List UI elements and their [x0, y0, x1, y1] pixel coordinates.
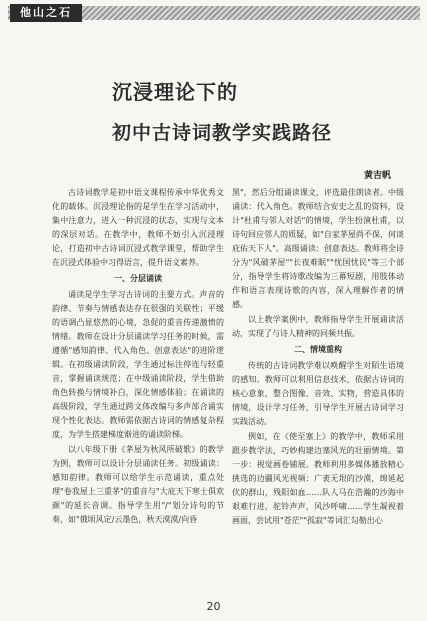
paragraph: 以上教学案例中，教师指导学生开展诵读活动，实现了与诗人精神的同频共振。: [232, 315, 404, 338]
paragraph: 传统的古诗词教学难以唤醒学生对陌生语境的感知。教师可以利用信息技术，依据古诗词的核心意象，整合图像、音效、实物，营造具体的情境，设计学习任务，引导学生开展古诗词学习实践活动。: [232, 361, 404, 426]
section-heading: 二、情境重构: [294, 345, 342, 354]
page-number: 20: [206, 600, 221, 613]
left-column: [52, 186, 224, 528]
article-title-line1: 沉浸理论下的: [112, 80, 238, 104]
article-title-line2: 初中古诗词教学实践路径: [112, 122, 333, 144]
author-name: 黄吉帆: [363, 171, 391, 181]
paragraph-continued: 黑"，然后分组诵读课文，评选最佳朗读者。中级诵读：代入角色。教师结合安史之乱的资料，设计"杜甫与邻人对话"的情境，学生扮演杜甫，以诗句回应邻人的质疑，如"自家茅屋尚不保，何谈庇佑天下人"。高级诵读：创意表达。教师将全诗分为"风破茅屋""长夜难眠""忧国忧民"等三个部分，指导学生将诗歌改编为三幕短剧，用肢体动作和语言表现诗歌的内容，深入理解作者的情感。: [232, 188, 404, 309]
section-heading: 一、分层诵读: [114, 274, 162, 283]
section-label: 他山之石: [10, 4, 82, 22]
paragraph: 诵读是学生学习古诗词的主要方式。声音的韵律、节奏与情感表达存在很强的关联性；平缓的语调凸显悠然的心境，急促的重音传递激愤的情绪。教师在设计分层诵读学习任务的时候，需遵循"感知韵律、代入角色、创意表达"的进阶逻辑。在初级诵读阶段，学生通过标注停连与轻重音，掌握诵读规范；在中级诵读阶段，学生借助角色转换与情境补白，深化情感体验；在诵读的高级阶段，学生通过跨文体改编与多声部合诵实现个性化表达。教师需依据古诗词的情感复杂程度，为学生搭建梯度渐进的诵读阶梯。: [52, 290, 224, 439]
paragraph: 以八年级下册《茅屋为秋风所破歌》的教学为例，教师可以设计分层诵读任务。初级诵读：感知韵律。教师可以给学生示范诵读，重点处理"卷我屋上三重茅"的重音与"大庇天下寒士俱欢颜"的延长音调。指导学生用"/"划分诗句的节奏，如"俄顷风定/云墨色，秋天漠漠/向昏: [52, 445, 224, 524]
paragraph: 古诗词教学是初中语文课程传承中华优秀文化的载体。沉浸理论指的是学生在学习活动中，集中注意力，进入一种沉浸的状态，实现与文本的深层对话。在教学中，教师不妨引入沉浸理论，打造初中古诗词沉浸式教学课堂，帮助学生在沉浸式体验中习得语言，提升语文素养。: [52, 188, 224, 267]
paragraph: 例如，在《使至塞上》的教学中，教师采用跟步教学法，巧妙构建边塞风光的壮丽情境。第一步：视觉画卷铺展。教师利用多媒体播放精心挑选的边疆风光视频：广袤无垠的沙漠，绵延起伏的群山，残阳如血……队人马在浩瀚的沙海中艰难行进，驼铃声声，风沙呼啸……学生凝视着画面，尝试用"苍茫""孤寂"等词汇勾勒出心: [232, 432, 404, 525]
right-column: [232, 186, 404, 529]
